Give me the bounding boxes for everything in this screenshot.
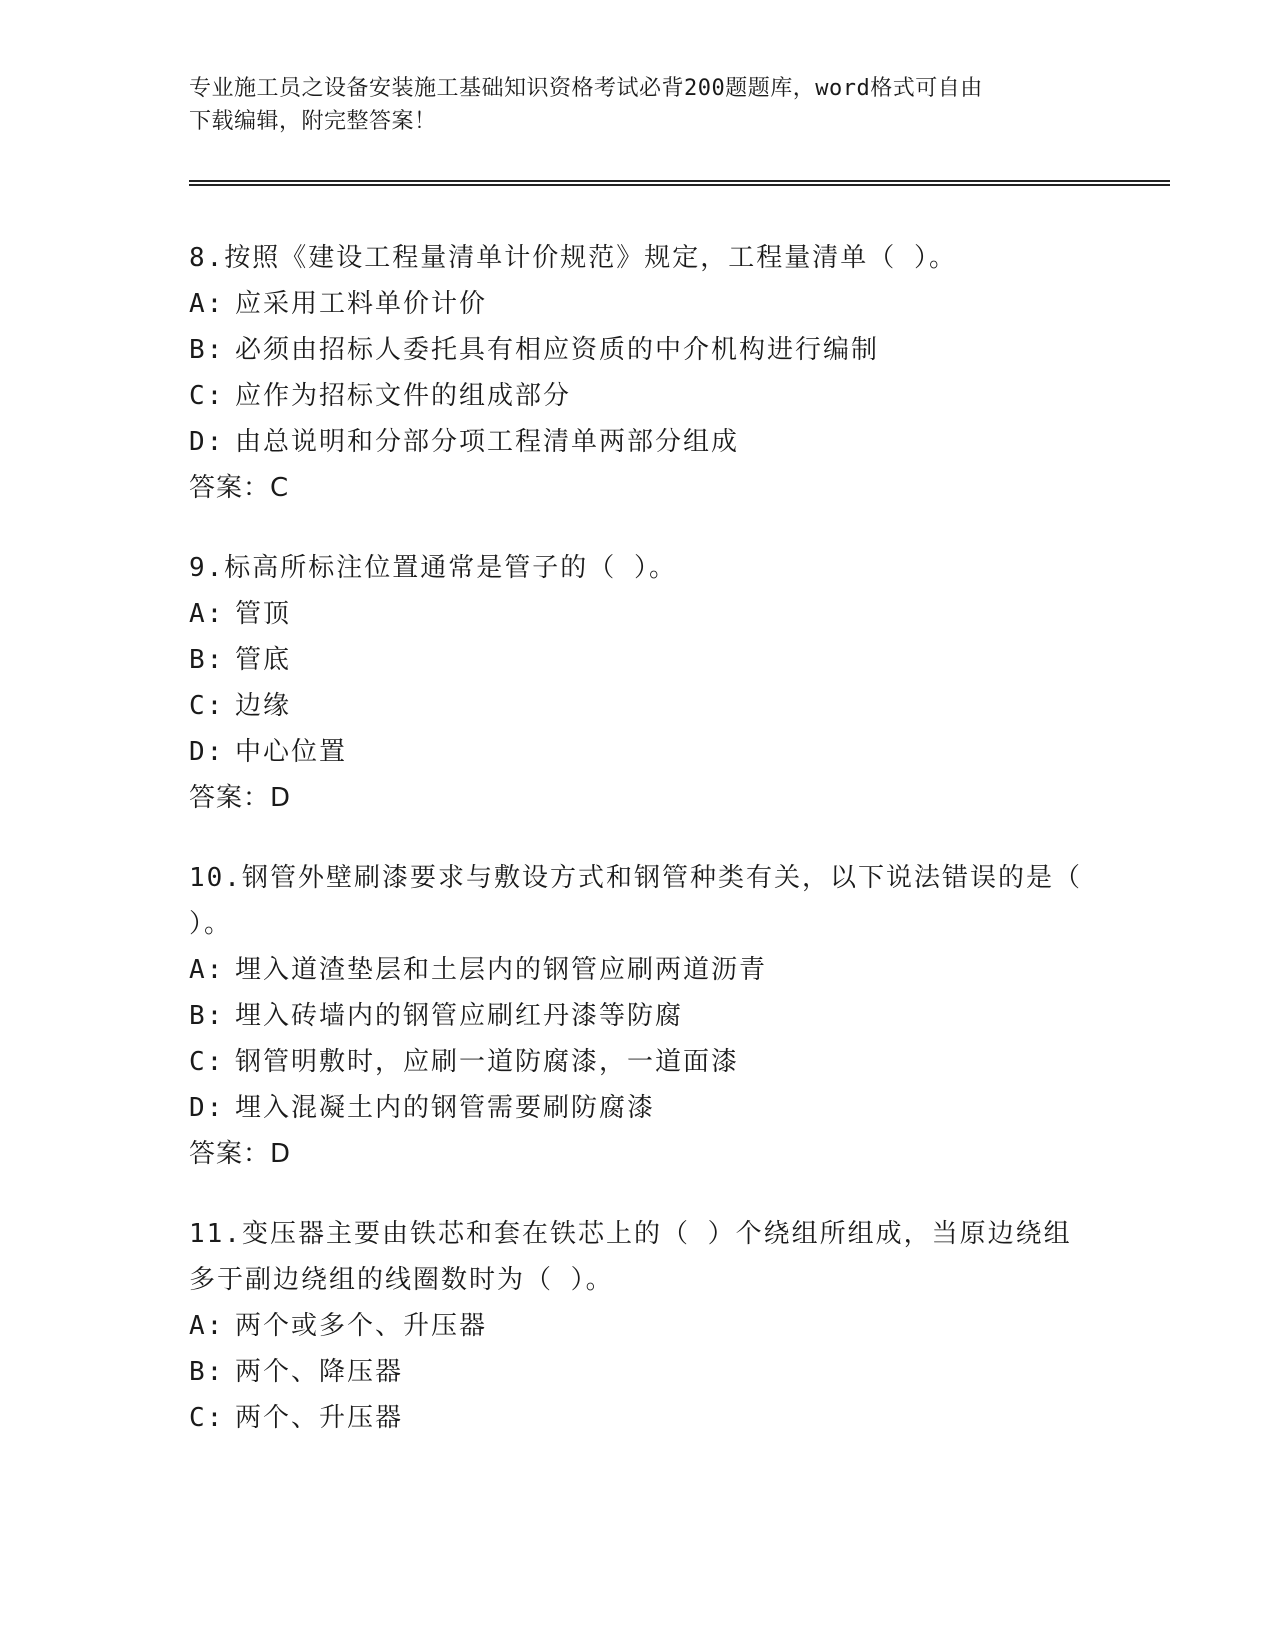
option-text: 埋入砖墙内的钢管应刷红丹漆等防腐 — [235, 1001, 684, 1031]
option-letter: C: — [189, 1403, 225, 1433]
option-text: 中心位置 — [235, 737, 348, 767]
option-c — [189, 1039, 1089, 1085]
option-letter: A: — [189, 1311, 225, 1341]
option-a — [189, 591, 1089, 637]
option-a — [189, 947, 1089, 993]
question-9 — [189, 545, 1089, 821]
option-b — [189, 1349, 1089, 1395]
option-b — [189, 327, 1089, 373]
option-a — [189, 1303, 1089, 1349]
option-c — [189, 373, 1089, 419]
option-text: 两个或多个、升压器 — [235, 1311, 488, 1341]
option-text: 必须由招标人委托具有相应资质的中介机构进行编制 — [235, 335, 880, 365]
option-text: 由总说明和分部分项工程清单两部分组成 — [235, 427, 740, 457]
option-letter: B: — [189, 1357, 225, 1387]
option-text: 边缘 — [235, 691, 292, 721]
option-d — [189, 419, 1089, 465]
question-stem: 9.标高所标注位置通常是管子的（ ）。 — [189, 553, 677, 583]
option-letter: A: — [189, 289, 225, 319]
header-title-line-1: 专业施工员之设备安装施工基础知识资格考试必背200题题库，word格式可自由 — [189, 76, 983, 101]
option-c — [189, 1395, 1089, 1441]
option-letter: B: — [189, 645, 225, 675]
question-10 — [189, 855, 1089, 1177]
question-stem: 10.钢管外壁刷漆要求与敷设方式和钢管种类有关，以下说法错误的是（ ）。 — [189, 863, 1082, 939]
document-header — [189, 72, 1089, 138]
option-letter: B: — [189, 1001, 225, 1031]
option-a — [189, 281, 1089, 327]
option-letter: D: — [189, 427, 225, 457]
header-title-line-2: 下载编辑，附完整答案！ — [189, 109, 437, 134]
option-text: 埋入混凝土内的钢管需要刷防腐漆 — [235, 1093, 656, 1123]
option-b — [189, 993, 1089, 1039]
question-8 — [189, 235, 1089, 511]
option-d — [189, 729, 1089, 775]
option-letter: B: — [189, 335, 225, 365]
answer-line: 答案：C — [189, 473, 290, 503]
option-text: 两个、降压器 — [235, 1357, 404, 1387]
option-letter: A: — [189, 955, 225, 985]
option-text: 应作为招标文件的组成部分 — [235, 381, 572, 411]
question-list — [189, 235, 1089, 1475]
option-text: 应采用工料单价计价 — [235, 289, 488, 319]
option-b — [189, 637, 1089, 683]
question-stem: 11.变压器主要由铁芯和套在铁芯上的（ ）个绕组所组成，当原边绕组多于副边绕组的线圈数时为（ ）。 — [189, 1219, 1072, 1295]
answer-line: 答案：D — [189, 783, 292, 813]
question-stem: 8.按照《建设工程量清单计价规范》规定，工程量清单（ ）。 — [189, 243, 957, 273]
question-11 — [189, 1211, 1089, 1441]
option-letter: C: — [189, 691, 225, 721]
option-text: 管顶 — [235, 599, 292, 629]
option-text: 管底 — [235, 645, 292, 675]
answer-line: 答案：D — [189, 1139, 292, 1169]
option-letter: D: — [189, 737, 225, 767]
option-letter: D: — [189, 1093, 225, 1123]
option-text: 两个、升压器 — [235, 1403, 404, 1433]
option-letter: C: — [189, 381, 225, 411]
option-c — [189, 683, 1089, 729]
option-text: 埋入道渣垫层和土层内的钢管应刷两道沥青 — [235, 955, 768, 985]
option-text: 钢管明敷时，应刷一道防腐漆，一道面漆 — [235, 1047, 740, 1077]
option-d — [189, 1085, 1089, 1131]
option-letter: A: — [189, 599, 225, 629]
header-double-rule — [189, 180, 1170, 186]
option-letter: C: — [189, 1047, 225, 1077]
